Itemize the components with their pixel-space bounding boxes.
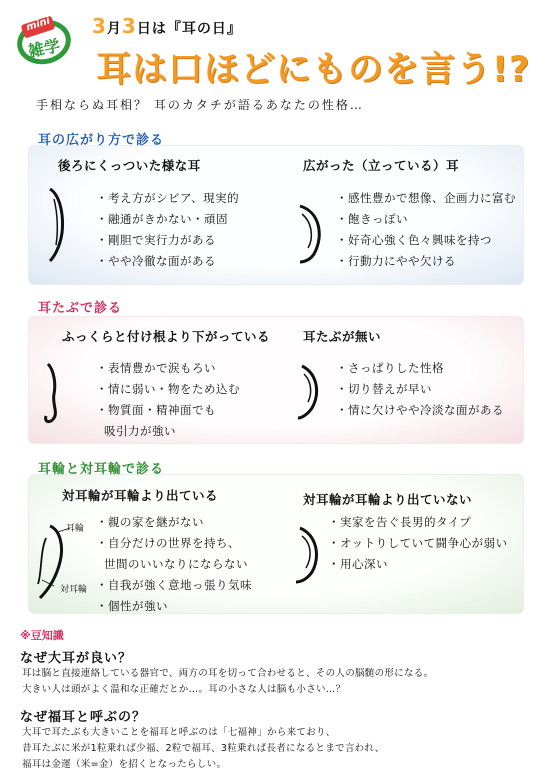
- trivia-answer-line: 大きい人は頭がよく温和な正確だとか…。耳の小さな人は脳も小さい…？: [22, 684, 346, 695]
- trait-item: ・さっぱりした性格: [336, 361, 444, 375]
- page-subtitle: 手相ならぬ耳相？ 耳のカタチが語るあなたの性格…: [36, 98, 364, 112]
- trivia-answer-line: 大耳で耳たぶも大きいことを福耳と呼ぶのは「七福神」から来ており、: [22, 727, 336, 738]
- badge-main-text: 雑学: [26, 35, 62, 62]
- ear-no-lobe-icon: [292, 362, 326, 422]
- trait-item: ・融通がきかない・頑固: [96, 212, 228, 226]
- trait-item: ・物質面・精神面でも: [96, 403, 216, 417]
- trait-item: 世間のいいなりにならない: [104, 557, 248, 571]
- date-rest: 日は『耳の日』: [136, 21, 242, 37]
- ear-full-lobe-icon: [40, 360, 70, 426]
- trivia-question: なぜ大耳が良い？: [20, 651, 133, 666]
- trait-item: ・表情豊かで涙もろい: [96, 361, 216, 375]
- column-title: ふっくらと付け根より下がっている: [62, 329, 271, 344]
- trait-item: ・実家を告ぐ長男的タイプ: [328, 515, 472, 529]
- trait-item: ・やや冷徹な面がある: [96, 254, 216, 268]
- trait-list: [336, 188, 516, 272]
- date-line: [92, 14, 242, 38]
- ear-smooth-helix-icon: [290, 524, 326, 588]
- trait-list: [96, 188, 239, 272]
- column-title: 対耳輪が耳輪より出ている: [62, 488, 219, 503]
- trivia-question: なぜ福耳と呼ぶの？: [20, 710, 147, 725]
- trivia-answer-line: 福耳は金運（米=金）を招くとなったらしい。: [22, 759, 227, 770]
- date-day: 3: [121, 14, 137, 38]
- section-heading-spread: 耳の広がり方で診る: [38, 133, 165, 148]
- trivia-heading: ※豆知識: [20, 629, 64, 642]
- trait-list: [336, 358, 504, 421]
- trait-item: ・好奇心強く色々興味を持つ: [336, 233, 492, 247]
- trait-list: [96, 512, 252, 617]
- badge-mini-text: mini: [24, 15, 52, 34]
- trait-list: [328, 512, 508, 575]
- trait-item: ・感性豊かで想像、企画力に富む: [336, 191, 516, 205]
- trivia-answer-line: 昔耳たぶに米が1粒乗れば少福、2粒で福耳、3粒乗れば長者になるとまで言われ、: [22, 743, 385, 754]
- section-heading-helix: 耳輪と対耳輪で診る: [38, 462, 165, 477]
- trait-item: ・切り替えが早い: [336, 382, 432, 396]
- label-antihelix: 対耳輪: [60, 585, 88, 595]
- ear-spread-icon: [292, 200, 328, 266]
- trait-item: ・自我が強く意地っ張り気味: [96, 578, 252, 592]
- trivia-answer-line: 耳は脳と直接連絡している器官で、両方の耳を切って合わせると、その人の脳髄の形になる。: [22, 668, 434, 679]
- trait-item: ・情に欠けやや冷淡な面がある: [336, 403, 504, 417]
- column-title: 対耳輪が耳輪より出ていない: [303, 492, 473, 507]
- label-helix: 耳輪: [66, 524, 85, 534]
- ear-flat-icon: [44, 185, 74, 265]
- trait-item: ・自分だけの世界を持ち、: [96, 536, 240, 550]
- date-month: 3: [92, 14, 107, 38]
- section-heading-earlobe: 耳たぶで診る: [38, 301, 123, 316]
- column-title: 耳たぶが無い: [303, 329, 382, 344]
- trait-item: ・情に弱い・物をため込む: [96, 382, 240, 396]
- trait-item: ・考え方がシビア、現実的: [96, 191, 240, 205]
- column-title: 広がった（立っている）耳: [303, 158, 460, 173]
- trait-item: ・個性が強い: [96, 599, 168, 613]
- trait-item: ・オットりしていて闘争心が弱い: [328, 536, 508, 550]
- trait-item: 吸引力が強い: [104, 424, 176, 438]
- trait-item: ・用心深い: [328, 557, 388, 571]
- date-month-unit: 月: [106, 21, 122, 37]
- trait-item: ・剛胆で実行力がある: [96, 233, 216, 247]
- trait-list: [96, 358, 240, 442]
- mini-zatsugaku-badge: [14, 16, 72, 66]
- trait-item: ・親の家を継がない: [96, 515, 204, 529]
- trait-item: ・行動力にやや欠ける: [336, 254, 456, 268]
- column-title: 後ろにくっついた様な耳: [58, 158, 201, 173]
- trait-item: ・飽きっぽい: [336, 212, 408, 226]
- page-title: 耳は口ほどにものを言う!?: [96, 50, 531, 90]
